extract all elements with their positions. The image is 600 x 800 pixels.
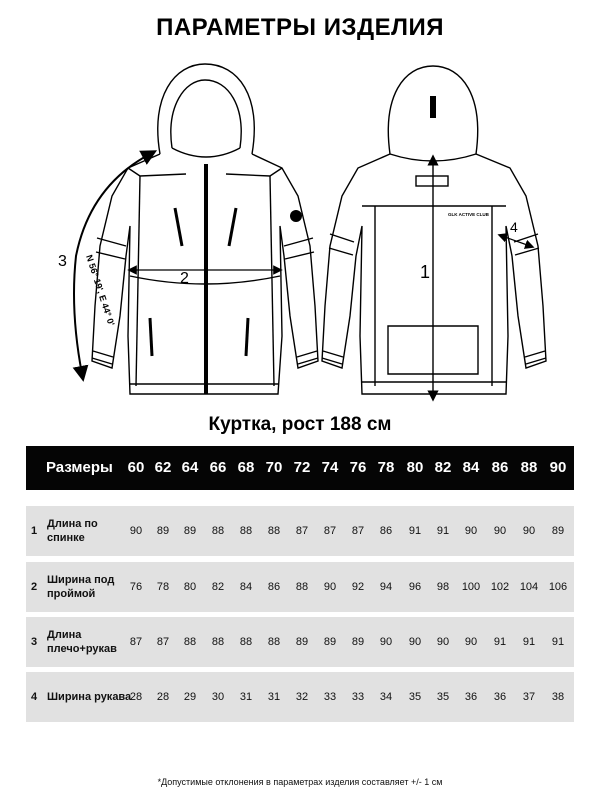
table-cell: 90	[129, 525, 143, 537]
table-cell: 87	[129, 636, 143, 648]
size-80: 80	[406, 459, 424, 476]
table-cell: 91	[408, 525, 422, 537]
table-cell: 89	[295, 636, 309, 648]
product-subtitle: Куртка, рост 188 см	[208, 414, 392, 435]
sleeve-coordinates-label: N 56° 19', E 44° 0'	[84, 253, 117, 328]
size-74: 74	[321, 459, 339, 476]
size-68: 68	[237, 459, 255, 476]
table-row	[26, 506, 574, 556]
tolerance-footnote: *Допустимые отклонения в параметрах изделия составляет +/- 1 см	[157, 777, 443, 787]
size-88: 88	[520, 459, 538, 476]
marker-2: 2	[180, 270, 189, 287]
sizes-header	[26, 446, 574, 490]
jacket-illustration	[0, 56, 600, 406]
table-cell: 33	[323, 691, 337, 703]
table-cell: 100	[461, 581, 481, 593]
row-number: 3	[31, 636, 38, 648]
table-cell: 80	[183, 581, 197, 593]
table-cell: 82	[211, 581, 225, 593]
size-78: 78	[377, 459, 395, 476]
table-cell: 28	[156, 691, 170, 703]
page-title: ПАРАМЕТРЫ ИЗДЕЛИЯ	[156, 14, 444, 41]
row-number: 4	[31, 691, 38, 703]
table-cell: 88	[267, 636, 281, 648]
size-84: 84	[462, 459, 480, 476]
hood-toggle	[430, 96, 436, 118]
table-cell: 31	[267, 691, 281, 703]
table-cell: 89	[551, 525, 565, 537]
table-cell: 88	[211, 636, 225, 648]
table-cell: 78	[156, 581, 170, 593]
table-cell: 90	[408, 636, 422, 648]
table-cell: 91	[522, 636, 536, 648]
sizes-header-label: Размеры	[46, 459, 113, 476]
row-number: 2	[31, 581, 38, 593]
marker-1: 1	[420, 262, 431, 282]
marker-3: 3	[58, 253, 67, 270]
table-cell: 90	[379, 636, 393, 648]
row-name: Ширина под проймой	[47, 574, 115, 600]
table-cell: 89	[323, 636, 337, 648]
size-66: 66	[209, 459, 227, 476]
row-number: 1	[31, 525, 38, 537]
table-cell: 98	[436, 581, 450, 593]
table-cell: 88	[267, 525, 281, 537]
table-cell: 89	[351, 636, 365, 648]
table-cell: 90	[436, 636, 450, 648]
table-cell: 90	[464, 525, 478, 537]
table-cell: 31	[239, 691, 253, 703]
table-cell: 90	[464, 636, 478, 648]
size-60: 60	[127, 459, 145, 476]
table-cell: 37	[522, 691, 536, 703]
size-76: 76	[349, 459, 367, 476]
table-cell: 91	[551, 636, 565, 648]
table-cell: 87	[323, 525, 337, 537]
table-cell: 87	[295, 525, 309, 537]
table-cell: 87	[351, 525, 365, 537]
row-name: Длина плечо+рукав	[47, 629, 117, 655]
table-cell: 96	[408, 581, 422, 593]
table-cell: 88	[211, 525, 225, 537]
table-cell: 88	[239, 525, 253, 537]
table-cell: 86	[379, 525, 393, 537]
table-cell: 35	[436, 691, 450, 703]
table-cell: 89	[156, 525, 170, 537]
size-72: 72	[293, 459, 311, 476]
size-82: 82	[434, 459, 452, 476]
table-cell: 102	[490, 581, 510, 593]
table-cell: 88	[295, 581, 309, 593]
table-cell: 90	[323, 581, 337, 593]
table-row	[26, 672, 574, 722]
table-cell: 90	[493, 525, 507, 537]
back-patch-label: GLK ACTIVE CLUB	[448, 212, 489, 217]
table-cell: 88	[239, 636, 253, 648]
table-cell: 36	[464, 691, 478, 703]
row-name: Ширина рукава	[47, 691, 132, 703]
table-cell: 91	[493, 636, 507, 648]
table-cell: 35	[408, 691, 422, 703]
table-cell: 84	[239, 581, 253, 593]
size-86: 86	[491, 459, 509, 476]
size-70: 70	[265, 459, 283, 476]
size-62: 62	[154, 459, 172, 476]
table-cell: 94	[379, 581, 393, 593]
table-cell: 28	[129, 691, 143, 703]
table-cell: 86	[267, 581, 281, 593]
size-90: 90	[549, 459, 567, 476]
table-cell: 91	[436, 525, 450, 537]
table-cell: 33	[351, 691, 365, 703]
table-cell: 36	[493, 691, 507, 703]
table-row	[26, 562, 574, 612]
table-cell: 88	[183, 636, 197, 648]
table-cell: 87	[156, 636, 170, 648]
row-name: Длина по спинке	[47, 518, 98, 544]
table-cell: 76	[129, 581, 143, 593]
front-zipper	[150, 164, 302, 394]
size-64: 64	[181, 459, 199, 476]
table-cell: 34	[379, 691, 393, 703]
table-cell: 30	[211, 691, 225, 703]
table-cell: 38	[551, 691, 565, 703]
table-cell: 104	[519, 581, 539, 593]
table-cell: 106	[548, 581, 568, 593]
marker-4: 4	[510, 219, 518, 235]
table-cell: 89	[183, 525, 197, 537]
table-row	[26, 617, 574, 667]
table-cell: 92	[351, 581, 365, 593]
table-cell: 29	[183, 691, 197, 703]
table-cell: 32	[295, 691, 309, 703]
table-cell: 90	[522, 525, 536, 537]
